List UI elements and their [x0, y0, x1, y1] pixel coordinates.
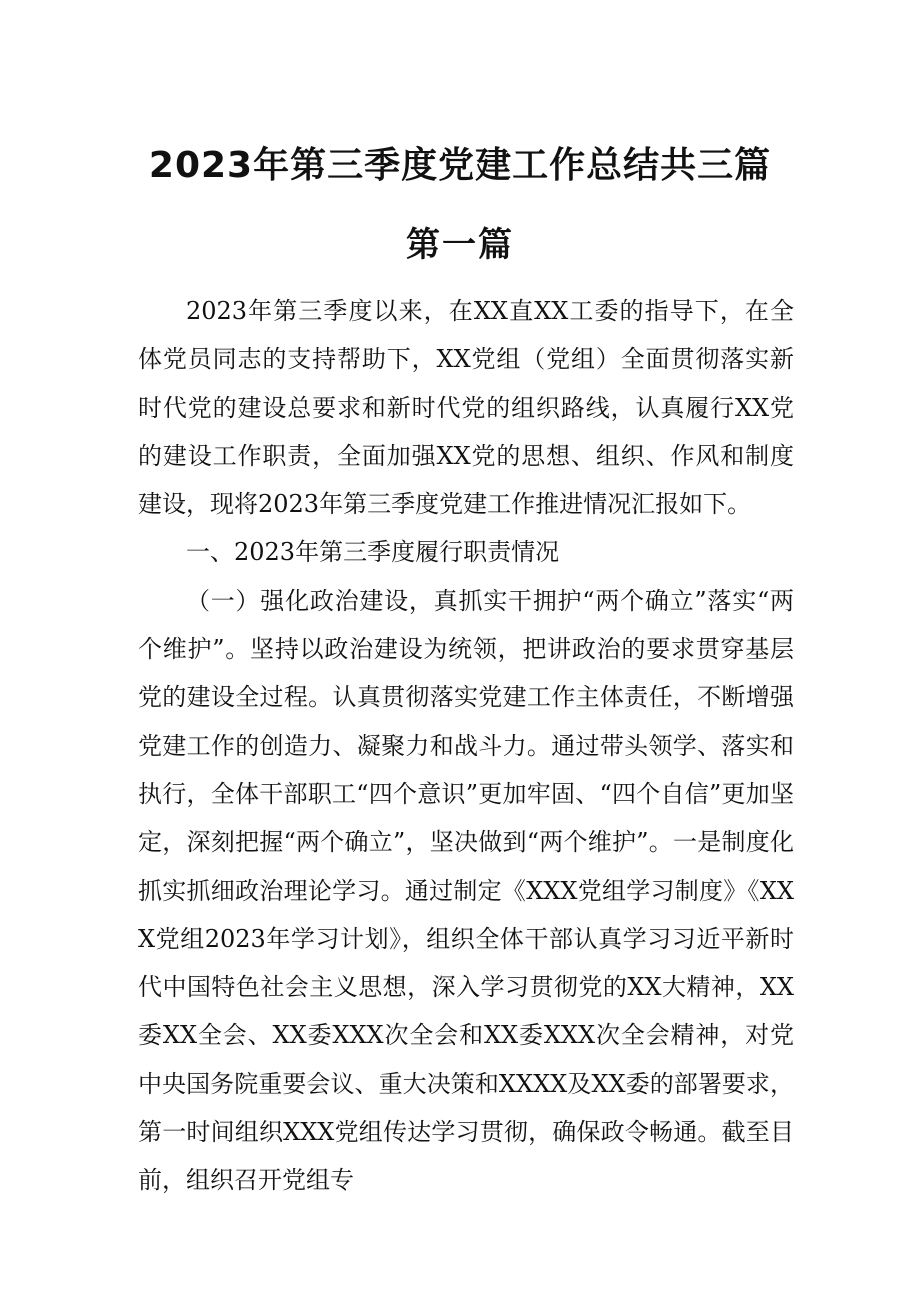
document-subtitle: 第一篇	[406, 225, 514, 265]
document-title: 2023年第三季度党建工作总结共三篇	[148, 145, 772, 186]
section-heading: 一、2023年第三季度履行职责情况	[186, 538, 560, 567]
document-body	[138, 287, 794, 1205]
paragraph-political-construction: （一）强化政治建设，真抓实干拥护“两个确立”落实“两个维护”。坚持以政治建设为统领，把讲政治的要求贯穿基层党的建设全过程。认真贯彻落实党建工作主体责任，不断增强党建工作的创造力、凝聚力和战斗力。通过带头领学、落实和执行，全体干部职工“四个意识”更加牢固、“四个自信”更加坚定，深刻把握“两个确立”，坚决做到“两个维护”。一是制度化抓实抓细政治理论学习。通过制定《XXX党组学习制度》《XXX党组2023年学习计划》，组织全体干部认真学习习近平新时代中国特色社会主义思想，深入学习贯彻党的XX大精神，XX委XX全会、XX委XXX次全会和XX委XXX次全会精神，对党中央国务院重要会议、重大决策和XXXX及XX委的部署要求，第一时间组织XXX党组传达学习贯彻，确保政令畅通。截至目前，组织召开党组专	[138, 586, 794, 1195]
paragraph-intro: 2023年第三季度以来，在XX直XX工委的指导下，在全体党员同志的支持帮助下，XX党组（党组）全面贯彻落实新时代党的建设总要求和新时代党的组织路线，认真履行XX党的建设工作职责，全面加强XX党的思想、组织、作风和制度建设，现将2023年第三季度党建工作推进情况汇报如下。	[138, 297, 794, 519]
